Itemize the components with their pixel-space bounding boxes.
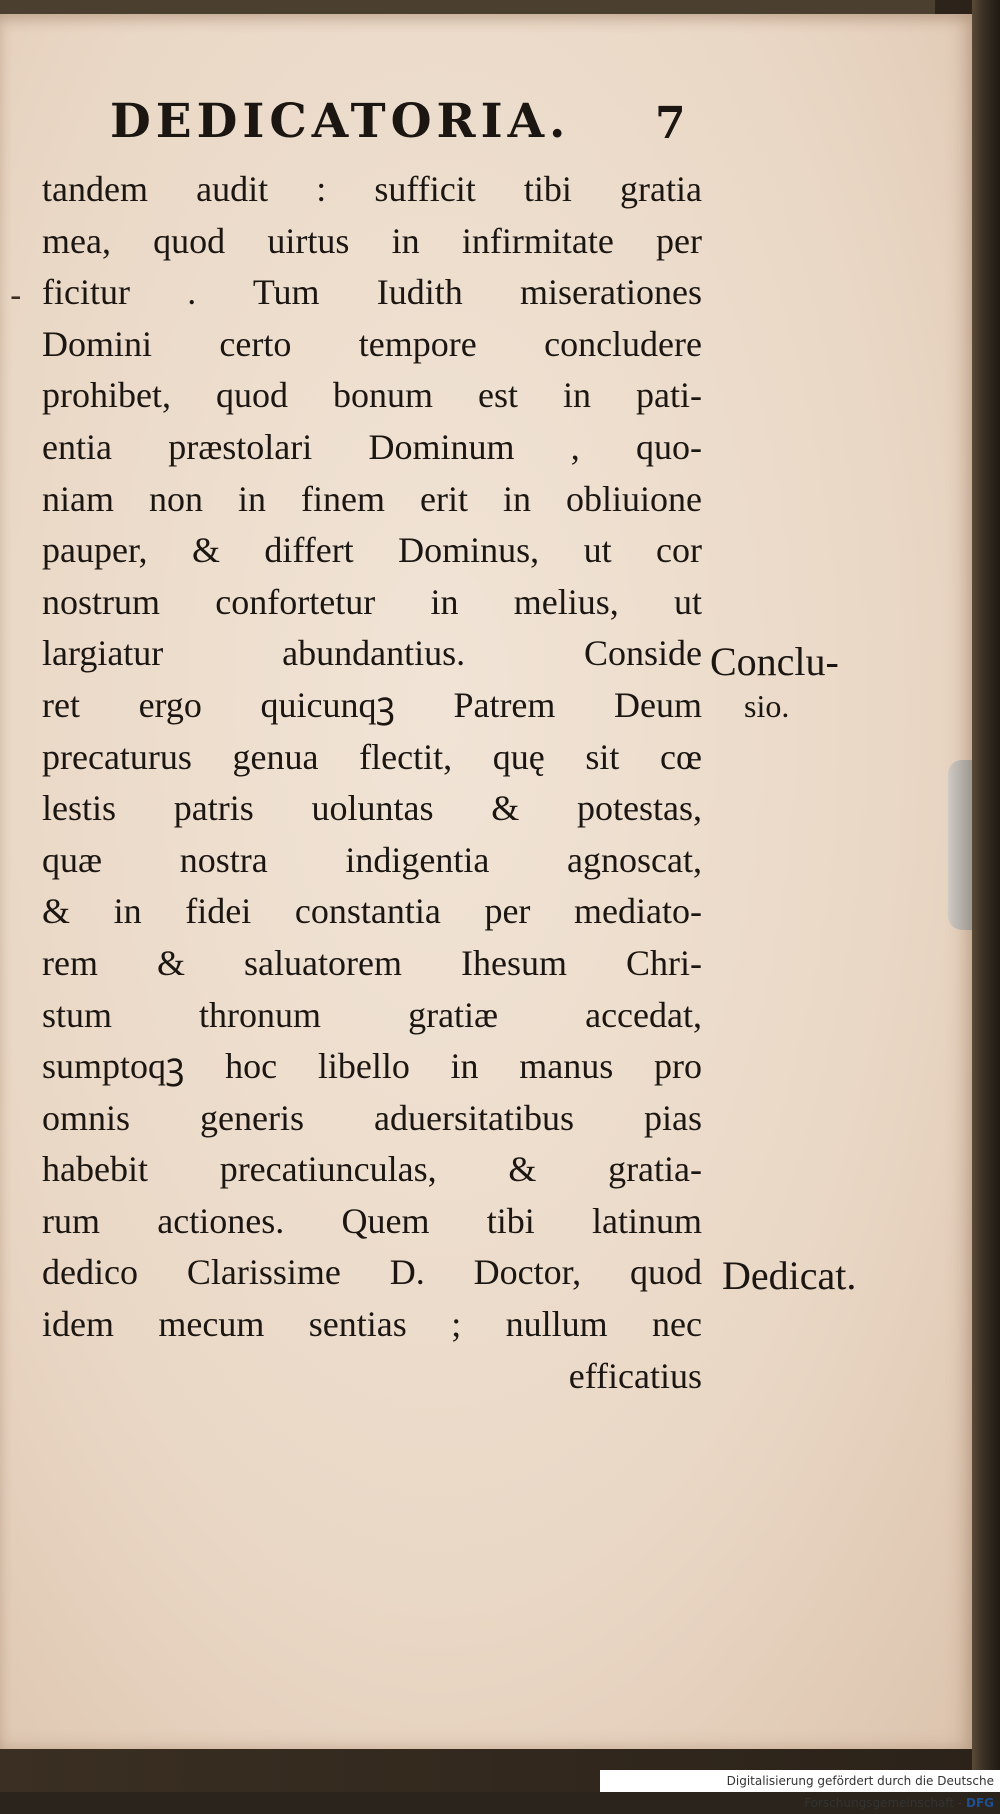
footer-text: Digitalisierung gefördert durch die Deutsche Forschungsgemeinschaft -: [726, 1774, 994, 1810]
text-line: stum thronum gratiæ accedat,: [42, 994, 702, 1035]
text-line: mea, quod uirtus in infirmitate per: [42, 220, 702, 261]
text-line: rem & saluatorem Ihesum Chri-: [42, 942, 702, 983]
digitization-footer: [600, 1770, 1000, 1810]
book-page: [0, 14, 975, 1749]
page-number: 7: [655, 98, 686, 149]
text-line: tandem audit : sufficit tibi gratia: [42, 169, 702, 209]
text-line: precaturus genua flectit, quę sit cœ: [42, 736, 702, 777]
text-line: Domini certo tempore concludere: [42, 323, 702, 364]
text-line: dedico Clarissime D. Doctor, quod: [42, 1252, 702, 1293]
body-text: [42, 164, 702, 1402]
margin-note-conclusio: [710, 640, 839, 728]
dfg-logo: DFG: [965, 1796, 994, 1810]
text-line: ficitur . Tum Iudith miserationes: [42, 272, 702, 313]
text-line: lestis patris uoluntas & potestas,: [42, 788, 702, 829]
text-line: nostrum confortetur in melius, ut: [42, 581, 702, 622]
text-line: entia præstolari Dominum , quo-: [42, 426, 702, 467]
margin-note-line: Conclu-: [710, 639, 839, 684]
text-line: largiatur abundantius. Conside: [42, 633, 702, 674]
page-header: [110, 94, 710, 154]
left-margin-mark: -: [10, 276, 22, 316]
margin-note-dedicat: Dedicat.: [722, 1253, 857, 1298]
catchword: efficatius: [568, 1355, 702, 1396]
running-head: DEDICATORIA.: [110, 94, 571, 149]
text-line: & in fidei constantia per mediato-: [42, 891, 702, 932]
text-line: niam non in finem erit in obliuione: [42, 478, 702, 519]
text-line: sumptoqꝫ hoc libello in manus pro: [42, 1046, 702, 1087]
text-line: omnis generis aduersitatibus pias: [42, 1097, 702, 1138]
text-line: quæ nostra indigentia agnoscat,: [42, 839, 702, 880]
text-line: habebit precatiunculas, & gratia-: [42, 1149, 702, 1190]
text-line: idem mecum sentias ; nullum nec: [42, 1304, 702, 1345]
text-line: pauper, & differt Dominus, ut cor: [42, 530, 702, 571]
book-spine: [972, 0, 1000, 1792]
text-line: prohibet, quod bonum est in pati-: [42, 375, 702, 416]
book-top-edge: [0, 0, 935, 14]
text-line: ret ergo quicunqꝫ Patrem Deum: [42, 684, 702, 725]
text-line: rum actiones. Quem tibi latinum: [42, 1200, 702, 1241]
margin-note-line: sio.: [744, 688, 790, 724]
